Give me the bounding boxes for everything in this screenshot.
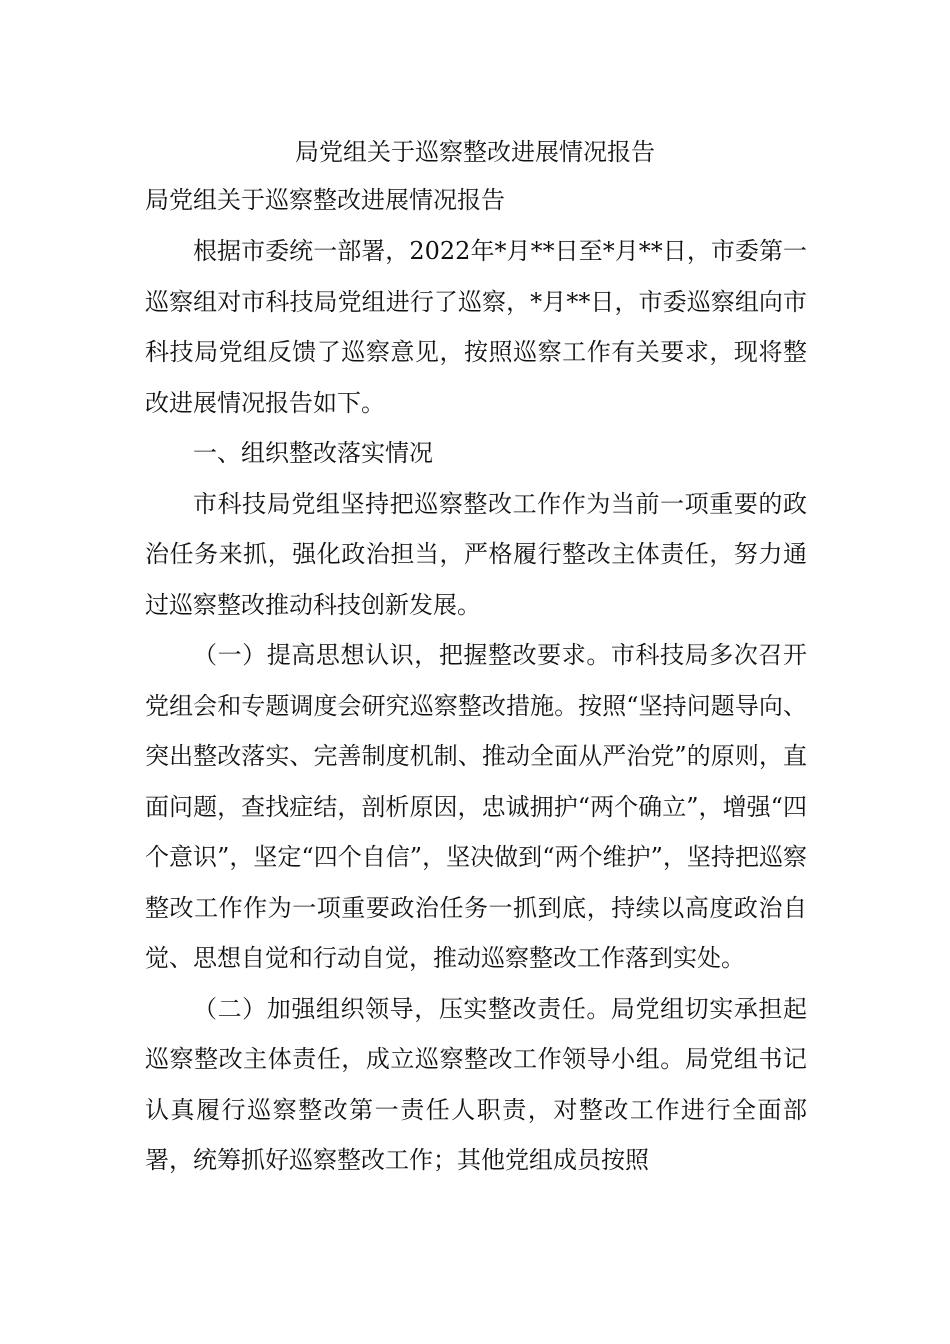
paragraph-intro: 根据市委统一部署，2022年*月**日至*月**日，市委第一巡察组对市科技局党组进行了巡察，*月**日，市委巡察组向市科技局党组反馈了巡察意见，按照巡察工作有关要求，现将整改进展情况报告如下。: [145, 237, 807, 417]
document-title: 局党组关于巡察整改进展情况报告: [295, 138, 655, 166]
document-body: [145, 226, 807, 1186]
paragraph-section-1-overview: 市科技局党组坚持把巡察整改工作作为当前一项重要的政治任务来抓，强化政治担当，严格履行整改主体责任，努力通过巡察整改推动科技创新发展。: [145, 489, 807, 619]
paragraph-item-1: （一）提高思想认识，把握整改要求。市科技局多次召开党组会和专题调度会研究巡察整改措施。按照“坚持问题导向、突出整改落实、完善制度机制、推动全面从严治党”的原则，直面问题，查找症结，剖析原因，忠诚拥护“两个确立”，增强“四个意识”，坚定“四个自信”，坚决做到“两个维护”，坚持把巡察整改工作作为一项重要政治任务一抓到底，持续以高度政治自觉、思想自觉和行动自觉，推动巡察整改工作落到实处。: [145, 641, 807, 972]
paragraph-item-2: （二）加强组织领导，压实整改责任。局党组切实承担起巡察整改主体责任，成立巡察整改工作领导小组。局党组书记认真履行巡察整改第一责任人职责，对整改工作进行全面部署，统筹抓好巡察整改工作；其他党组成员按照: [145, 994, 807, 1174]
section-heading-1: 一、组织整改落实情况: [193, 439, 433, 467]
document-subtitle: 局党组关于巡察整改进展情况报告: [145, 186, 505, 214]
